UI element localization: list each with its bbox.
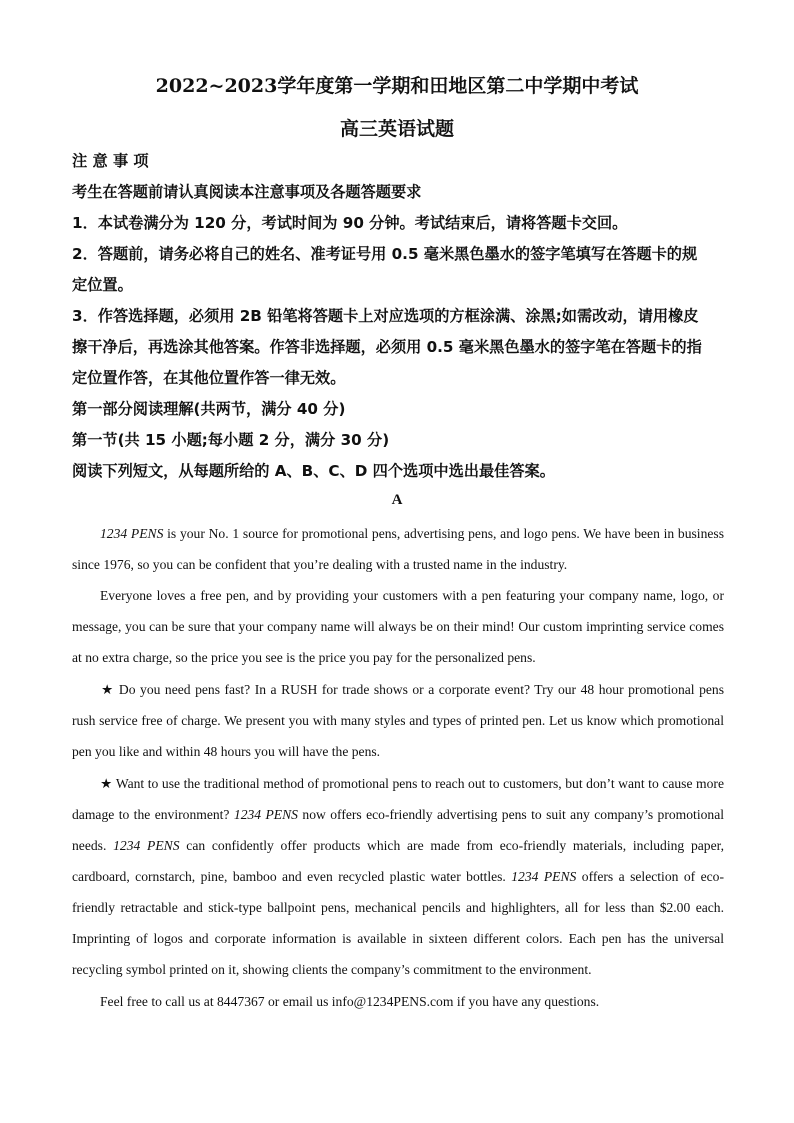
passage-paragraph-1: 1234 PENS is your No. 1 source for promotional pens, advertising pens, and logo pens. We have been in business since 1976, so you can be confident that you’re dealing with a trusted name in the industry. <box>72 526 724 572</box>
section-heading: 第一节(共 15 小题;每小题 2 分，满分 30 分) <box>72 431 390 449</box>
passage-label: A <box>391 492 403 508</box>
notice-item-2-line-2: 定位置。 <box>72 276 133 294</box>
brand-name: 1234 PENS <box>233 807 298 822</box>
passage-paragraph-5: Feel free to call us at 8447367 or email us info@1234PENS.com if you have any questions. <box>100 994 600 1009</box>
exam-title: 2022~2023学年度第一学期和田地区第二中学期中考试 <box>155 75 639 97</box>
brand-name: 1234 PENS <box>100 526 164 541</box>
notice-intro: 考生在答题前请认真阅读本注意事项及各题答题要求 <box>72 183 422 201</box>
passage-paragraph-4: ★ Want to use the traditional method of promotional pens to reach out to customers, but don’t want to cause more damage to the environment? 1234 PENS now offers eco-friendly advertising pens to suit any company’s promotional needs. 1234 PENS can confidently offer products which are made from eco-friendly materials, including paper, cardboard, cornstarch, pine, bamboo and even recycled plastic water bottles. 1234 PENS offers a selection of eco-friendly retractable and stick-type ballpoint pens, mechanical pencils and highlighters, all for less than $2.00 each. Imprinting of logos and corporate information is available in sixteen different colors. Each pen has the universal recycling symbol printed on it, showing clients the company’s commitment to the environment. <box>72 776 725 977</box>
notice-item-3-line-2: 擦干净后，再选涂其他答案。作答非选择题，必须用 0.5 毫米黑色墨水的签字笔在答题卡的指 <box>72 338 702 356</box>
notice-item-2-line-1: 2．答题前，请务必将自己的姓名、准考证号用 0.5 毫米黑色墨水的签字笔填写在答题卡的规 <box>72 245 698 263</box>
passage-paragraph-3: ★ Do you need pens fast? In a RUSH for trade shows or a corporate event? Try our 48 hour promotional pens rush service free of charge. We present you with many styles and types of printed pen. Let us know which promotional pen you like and within 48 hours you will have the pens. <box>72 682 724 759</box>
passage-paragraph-2: Everyone loves a free pen, and by providing your customers with a pen featuring your company name, logo, or message, you can be sure that your company name will always be on their mind! Our custom imprinting service comes at no extra charge, so the price you see is the price you pay for the personalized pens. <box>72 588 724 665</box>
notice-item-3-line-1: 3．作答选择题，必须用 2B 铅笔将答题卡上对应选项的方框涂满、涂黑;如需改动，请用橡皮 <box>72 307 699 325</box>
part-heading: 第一部分阅读理解(共两节，满分 40 分) <box>72 400 346 418</box>
notice-heading: 注 意 事 项 <box>72 152 149 170</box>
notice-item-1: 1．本试卷满分为 120 分，考试时间为 90 分钟。考试结束后，请将答题卡交回。 <box>72 214 628 232</box>
section-instruction: 阅读下列短文，从每题所给的 A、B、C、D 四个选项中选出最佳答案。 <box>72 462 555 480</box>
notice-item-3-line-3: 定位置作答，在其他位置作答一律无效。 <box>72 369 346 387</box>
exam-subtitle: 高三英语试题 <box>339 118 454 140</box>
brand-name: 1234 PENS <box>113 838 180 853</box>
brand-name: 1234 PENS <box>511 869 577 884</box>
